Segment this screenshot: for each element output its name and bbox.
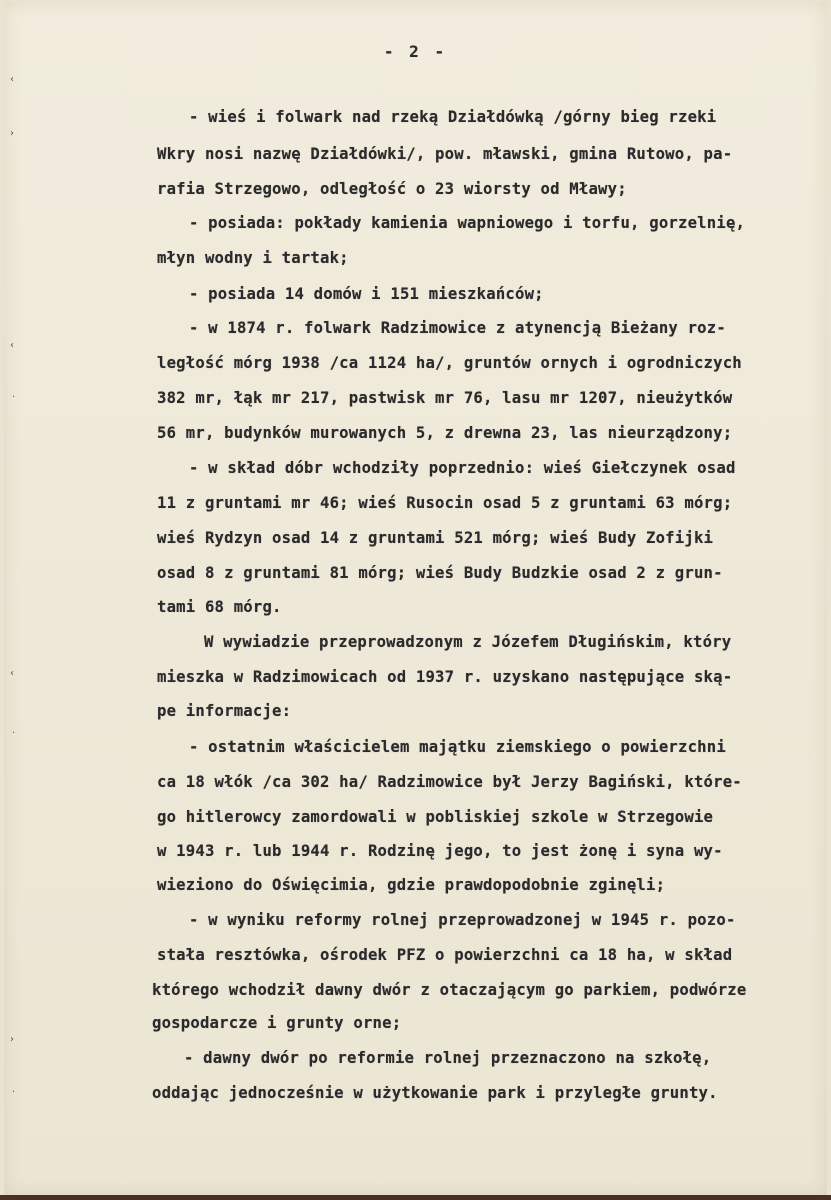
text-line: pe informacje: <box>157 702 292 720</box>
text-line: tami 68 mórg. <box>157 598 282 616</box>
text-line: którego wchodził dawny dwór z otaczającym go parkiem, podwórze <box>152 981 747 999</box>
text-line: stała resztówka, ośrodek PFZ o powierzchni ca 18 ha, w skład <box>157 946 733 964</box>
text-line: młyn wodny i tartak; <box>157 249 349 267</box>
text-line: oddając jednocześnie w użytkowanie park i przyległe grunty. <box>152 1084 718 1102</box>
text-line: - w wyniku reformy rolnej przeprowadzonej w 1945 r. pozo- <box>189 911 736 929</box>
text-line: - w 1874 r. folwark Radzimowice z atynencją Bieżany roz- <box>189 319 726 337</box>
text-line: Wkry nosi nazwę Działdówki/, pow. mławski, gmina Rutowo, pa- <box>157 145 733 163</box>
page-number: - 2 - <box>383 42 448 61</box>
margin-speck: · <box>12 1087 16 1098</box>
margin-speck: › <box>10 128 14 139</box>
margin-speck: ‹ <box>10 74 14 85</box>
text-line: w 1943 r. lub 1944 r. Rodzinę jego, to jest żonę i syna wy- <box>157 842 723 860</box>
text-line: go hitlerowcy zamordowali w pobliskiej szkole w Strzegowie <box>157 808 714 826</box>
margin-speck: ‹ <box>10 668 14 679</box>
text-line: W wywiadzie przeprowadzonym z Józefem Długińskim, który <box>204 633 732 651</box>
text-line: mieszka w Radzimowicach od 1937 r. uzyskano następujące ską- <box>157 668 733 686</box>
text-line: wieś Rydzyn osad 14 z gruntami 521 mórg; wieś Budy Zofijki <box>157 529 714 547</box>
text-line: - posiada 14 domów i 151 mieszkańców; <box>189 285 544 303</box>
text-line: 382 mr, łąk mr 217, pastwisk mr 76, lasu mr 1207, nieużytków <box>157 389 733 407</box>
text-line: ca 18 włók /ca 302 ha/ Radzimowice był Jerzy Bagiński, które- <box>157 773 742 791</box>
margin-speck: · <box>12 392 16 403</box>
text-line: - dawny dwór po reformie rolnej przeznaczono na szkołę, <box>184 1049 712 1067</box>
text-line: ległość mórg 1938 /ca 1124 ha/, gruntów ornych i ogrodniczych <box>157 354 742 372</box>
text-line: 56 mr, budynków murowanych 5, z drewna 23, las nieurządzony; <box>157 424 733 442</box>
margin-speck: ‹ <box>10 340 14 351</box>
text-line: 11 z gruntami mr 46; wieś Rusocin osad 5 z gruntami 63 mórg; <box>157 494 733 512</box>
text-line: - w skład dóbr wchodziły poprzednio: wieś Giełczynek osad <box>189 459 736 477</box>
text-line: osad 8 z gruntami 81 mórg; wieś Budy Budzkie osad 2 z grun- <box>157 564 723 582</box>
document-page <box>4 2 827 1195</box>
text-line: wieziono do Oświęcimia, gdzie prawdopodobnie zginęli; <box>157 876 666 894</box>
text-line: rafia Strzegowo, odległość o 23 wiorsty od Mławy; <box>157 180 627 198</box>
text-line: - wieś i folwark nad rzeką Działdówką /górny bieg rzeki <box>189 108 717 126</box>
margin-speck: · <box>12 728 16 739</box>
text-line: gospodarcze i grunty orne; <box>152 1014 402 1032</box>
margin-speck: › <box>10 1034 14 1045</box>
text-line: - ostatnim właścicielem majątku ziemskiego o powierzchni <box>189 738 726 756</box>
page-bottom-edge <box>0 1195 831 1200</box>
text-line: - posiada: pokłady kamienia wapniowego i torfu, gorzelnię, <box>189 214 746 232</box>
